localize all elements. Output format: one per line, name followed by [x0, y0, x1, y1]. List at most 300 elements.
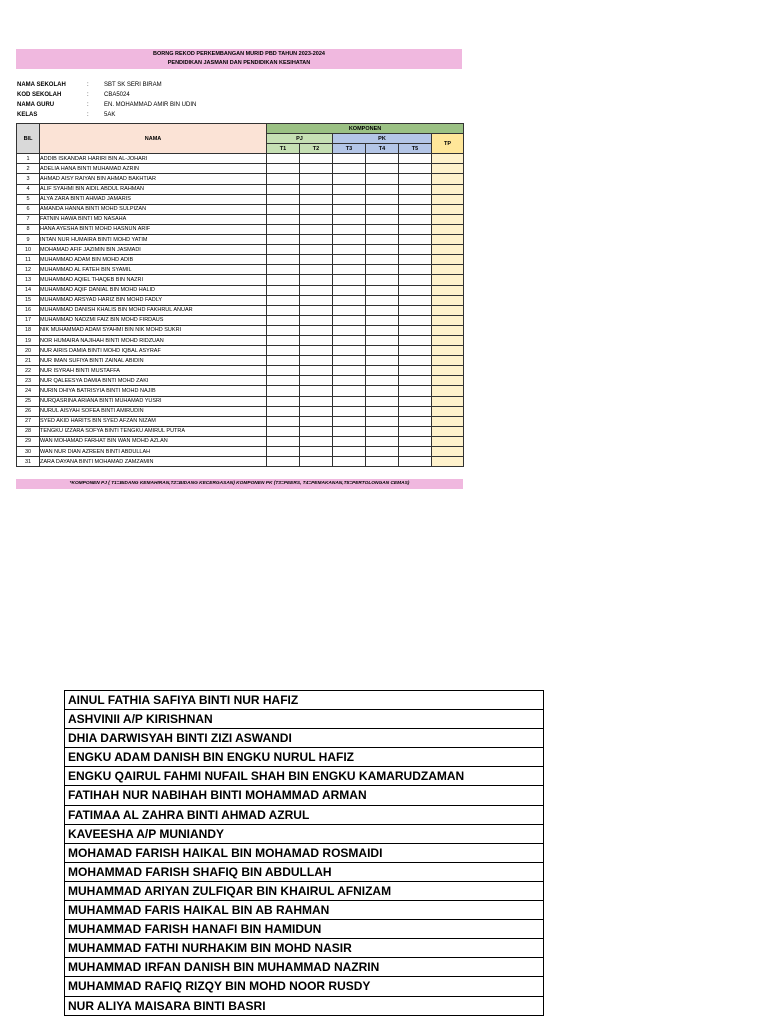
score-cell-tp[interactable] [432, 174, 464, 184]
score-cell-t3[interactable] [333, 295, 366, 305]
score-cell-tp[interactable] [432, 335, 464, 345]
table-row [17, 315, 464, 325]
score-cell-t5[interactable] [399, 315, 432, 325]
score-cell-t3[interactable] [333, 214, 366, 224]
table-row [17, 154, 464, 164]
student-name: MUHAMMAD AL FATEH BIN SYAMIL [40, 265, 267, 275]
score-cell-t4[interactable] [366, 366, 399, 376]
score-cell-t4[interactable] [366, 436, 399, 446]
table-row [17, 325, 464, 335]
score-cell-tp[interactable] [432, 194, 464, 204]
table-row [17, 265, 464, 275]
row-number: 27 [17, 416, 40, 426]
score-cell-t1[interactable] [267, 245, 300, 255]
row-number: 11 [17, 255, 40, 265]
score-cell-t5[interactable] [399, 245, 432, 255]
score-cell-t3[interactable] [333, 224, 366, 234]
title-line-2: PENDIDIKAN JASMANI DAN PENDIDIKAN KESIHATAN [167, 60, 311, 66]
score-cell-t1[interactable] [267, 214, 300, 224]
score-cell-tp[interactable] [432, 366, 464, 376]
list-item: ENGKU QAIRUL FAHMI NUFAIL SHAH BIN ENGKU KAMARUDZAMAN [65, 767, 543, 786]
score-cell-tp[interactable] [432, 154, 464, 164]
score-cell-t4[interactable] [366, 406, 399, 416]
score-cell-t4[interactable] [366, 315, 399, 325]
score-cell-t5[interactable] [399, 325, 432, 335]
student-name: NOR HUMAIRA NAJIHAH BINTI MOHD RIDZUAN [40, 335, 267, 345]
score-cell-t5[interactable] [399, 204, 432, 214]
score-cell-t5[interactable] [399, 275, 432, 285]
table-row [17, 235, 464, 245]
score-cell-t2[interactable] [300, 275, 333, 285]
score-cell-t1[interactable] [267, 315, 300, 325]
score-cell-t5[interactable] [399, 346, 432, 356]
score-cell-t5[interactable] [399, 386, 432, 396]
info-label: KELAS [17, 112, 38, 118]
score-cell-t3[interactable] [333, 315, 366, 325]
score-cell-t2[interactable] [300, 416, 333, 426]
info-label: NAMA SEKOLAH [17, 82, 66, 88]
score-cell-tp[interactable] [432, 436, 464, 446]
score-cell-t4[interactable] [366, 275, 399, 285]
score-cell-t4[interactable] [366, 416, 399, 426]
score-cell-t1[interactable] [267, 325, 300, 335]
score-cell-tp[interactable] [432, 376, 464, 386]
score-cell-t1[interactable] [267, 265, 300, 275]
score-cell-t5[interactable] [399, 406, 432, 416]
score-cell-t5[interactable] [399, 366, 432, 376]
score-cell-t2[interactable] [300, 245, 333, 255]
score-cell-t3[interactable] [333, 305, 366, 315]
title-line-1: BORNG REKOD PERKEMBANGAN MURID PBD TAHUN 2023-2024 [153, 51, 325, 57]
table-row [17, 416, 464, 426]
table-row [17, 295, 464, 305]
header-t4: T4 [366, 144, 399, 154]
score-cell-tp[interactable] [432, 214, 464, 224]
row-number: 10 [17, 245, 40, 255]
score-cell-t3[interactable] [333, 366, 366, 376]
score-cell-t5[interactable] [399, 194, 432, 204]
student-name: ALIF SYAHMI BIN AIDIL ABDUL RAHMAN [40, 184, 267, 194]
score-cell-t2[interactable] [300, 265, 333, 275]
score-cell-t5[interactable] [399, 356, 432, 366]
row-number: 15 [17, 295, 40, 305]
table-row [17, 275, 464, 285]
score-cell-t5[interactable] [399, 295, 432, 305]
score-cell-t2[interactable] [300, 305, 333, 315]
score-cell-t1[interactable] [267, 436, 300, 446]
score-cell-tp[interactable] [432, 457, 464, 467]
score-cell-t2[interactable] [300, 356, 333, 366]
student-name: AMANDA HANNA BINTI MOHD SULPIZAN [40, 204, 267, 214]
table-row [17, 174, 464, 184]
student-name-list [64, 690, 544, 1016]
student-name: MUHAMMAD ADAM BIN MOHD ADIB [40, 255, 267, 265]
score-cell-t1[interactable] [267, 154, 300, 164]
score-cell-t2[interactable] [300, 447, 333, 457]
header-pk: PK [333, 134, 432, 144]
document-title-banner [16, 49, 462, 69]
score-cell-t4[interactable] [366, 164, 399, 174]
student-name: ADELIA HANA BINTI MUHAMAD AZRIN [40, 164, 267, 174]
info-value: CBA5024 [104, 92, 130, 98]
student-name: NUR QALEESYA DAMIA BINTI MOHD ZAKI [40, 376, 267, 386]
row-number: 20 [17, 346, 40, 356]
score-cell-t3[interactable] [333, 335, 366, 345]
row-number: 14 [17, 285, 40, 295]
score-cell-t5[interactable] [399, 457, 432, 467]
score-cell-t3[interactable] [333, 275, 366, 285]
score-cell-t4[interactable] [366, 335, 399, 345]
score-cell-t5[interactable] [399, 305, 432, 315]
score-cell-t5[interactable] [399, 214, 432, 224]
score-cell-t5[interactable] [399, 426, 432, 436]
score-cell-t3[interactable] [333, 174, 366, 184]
score-cell-t2[interactable] [300, 224, 333, 234]
table-row [17, 356, 464, 366]
row-number: 3 [17, 174, 40, 184]
score-cell-t2[interactable] [300, 376, 333, 386]
score-cell-t3[interactable] [333, 265, 366, 275]
student-name: NUR IMAN SUFIYA BINTI ZAINAL ABIDIN [40, 356, 267, 366]
student-name: FATNIN HAWA BINTI MD NASAHA [40, 214, 267, 224]
score-cell-t1[interactable] [267, 416, 300, 426]
table-row [17, 164, 464, 174]
score-cell-t2[interactable] [300, 406, 333, 416]
student-name: NIK MUHAMMAD ADAM SYAHMI BIN NIK MOHD SUKRI [40, 325, 267, 335]
score-cell-t3[interactable] [333, 184, 366, 194]
score-cell-tp[interactable] [432, 235, 464, 245]
score-cell-t1[interactable] [267, 184, 300, 194]
score-cell-tp[interactable] [432, 325, 464, 335]
score-cell-t5[interactable] [399, 224, 432, 234]
score-cell-t5[interactable] [399, 164, 432, 174]
score-cell-t5[interactable] [399, 416, 432, 426]
score-cell-t4[interactable] [366, 235, 399, 245]
score-cell-t1[interactable] [267, 335, 300, 345]
row-number: 4 [17, 184, 40, 194]
score-cell-t2[interactable] [300, 235, 333, 245]
list-item: ASHVINII A/P KIRISHNAN [65, 710, 543, 729]
score-cell-t3[interactable] [333, 194, 366, 204]
score-cell-tp[interactable] [432, 426, 464, 436]
score-cell-t2[interactable] [300, 194, 333, 204]
score-cell-t3[interactable] [333, 346, 366, 356]
score-cell-t2[interactable] [300, 204, 333, 214]
row-number: 2 [17, 164, 40, 174]
score-cell-t3[interactable] [333, 325, 366, 335]
score-cell-t4[interactable] [366, 305, 399, 315]
score-cell-t5[interactable] [399, 154, 432, 164]
score-cell-tp[interactable] [432, 164, 464, 174]
score-cell-t3[interactable] [333, 285, 366, 295]
score-cell-t2[interactable] [300, 325, 333, 335]
score-cell-tp[interactable] [432, 346, 464, 356]
score-cell-t5[interactable] [399, 376, 432, 386]
info-row [17, 100, 196, 110]
header-pj: PJ [267, 134, 333, 144]
score-cell-tp[interactable] [432, 245, 464, 255]
score-cell-t3[interactable] [333, 154, 366, 164]
score-cell-t5[interactable] [399, 174, 432, 184]
score-cell-t1[interactable] [267, 275, 300, 285]
record-table [16, 123, 464, 467]
student-name: WAN NUR DIAN AZREEN BINTI ABDULLAH [40, 447, 267, 457]
table-row [17, 214, 464, 224]
list-item: FATIMAA AL ZAHRA BINTI AHMAD AZRUL [65, 806, 543, 825]
score-cell-t1[interactable] [267, 235, 300, 245]
table-row [17, 245, 464, 255]
score-cell-t1[interactable] [267, 457, 300, 467]
list-item: MOHAMMAD FARISH SHAFIQ BIN ABDULLAH [65, 863, 543, 882]
table-row [17, 305, 464, 315]
table-row [17, 376, 464, 386]
score-cell-tp[interactable] [432, 406, 464, 416]
info-value: SBT SK SERI BIRAM [104, 82, 162, 88]
score-cell-t4[interactable] [366, 265, 399, 275]
row-number: 1 [17, 154, 40, 164]
score-cell-tp[interactable] [432, 315, 464, 325]
score-cell-t1[interactable] [267, 204, 300, 214]
score-cell-t5[interactable] [399, 447, 432, 457]
score-cell-t1[interactable] [267, 255, 300, 265]
score-cell-t2[interactable] [300, 396, 333, 406]
row-number: 30 [17, 447, 40, 457]
score-cell-t3[interactable] [333, 235, 366, 245]
score-cell-t4[interactable] [366, 224, 399, 234]
score-cell-t2[interactable] [300, 436, 333, 446]
score-cell-tp[interactable] [432, 224, 464, 234]
row-number: 31 [17, 457, 40, 467]
score-cell-t4[interactable] [366, 255, 399, 265]
score-cell-t2[interactable] [300, 386, 333, 396]
score-cell-t3[interactable] [333, 204, 366, 214]
table-row [17, 406, 464, 416]
student-name: MUHAMMAD NADZMI FAIZ BIN MOHD FIRDAUS [40, 315, 267, 325]
score-cell-t4[interactable] [366, 174, 399, 184]
score-cell-tp[interactable] [432, 356, 464, 366]
table-row [17, 224, 464, 234]
table-row [17, 366, 464, 376]
score-cell-t3[interactable] [333, 436, 366, 446]
score-cell-t4[interactable] [366, 386, 399, 396]
score-cell-t2[interactable] [300, 295, 333, 305]
score-cell-t3[interactable] [333, 447, 366, 457]
info-label: NAMA GURU [17, 102, 55, 108]
school-info [17, 80, 196, 120]
table-row [17, 457, 464, 467]
score-cell-t4[interactable] [366, 184, 399, 194]
row-number: 28 [17, 426, 40, 436]
score-cell-t3[interactable] [333, 356, 366, 366]
row-number: 16 [17, 305, 40, 315]
score-cell-t1[interactable] [267, 295, 300, 305]
score-cell-t1[interactable] [267, 174, 300, 184]
info-row [17, 80, 196, 90]
score-cell-t5[interactable] [399, 265, 432, 275]
score-cell-tp[interactable] [432, 265, 464, 275]
score-cell-t1[interactable] [267, 386, 300, 396]
score-cell-tp[interactable] [432, 447, 464, 457]
score-cell-t2[interactable] [300, 154, 333, 164]
student-name: INTAN NUR HUMAIRA BINTI MOHD YATIM [40, 235, 267, 245]
score-cell-t1[interactable] [267, 305, 300, 315]
score-cell-t2[interactable] [300, 174, 333, 184]
score-cell-tp[interactable] [432, 184, 464, 194]
student-name: ZARA DAYANA BINTI MOHAMAD ZAMZAMIN [40, 457, 267, 467]
info-colon: : [87, 92, 89, 98]
score-cell-t3[interactable] [333, 255, 366, 265]
list-item: NUR ALIYA MAISARA BINTI BASRI [65, 997, 543, 1016]
row-number: 7 [17, 214, 40, 224]
score-cell-t5[interactable] [399, 285, 432, 295]
score-cell-t1[interactable] [267, 346, 300, 356]
score-cell-t3[interactable] [333, 457, 366, 467]
score-cell-t4[interactable] [366, 346, 399, 356]
score-cell-t5[interactable] [399, 235, 432, 245]
list-item: MUHAMMAD ARIYAN ZULFIQAR BIN KHAIRUL AFNIZAM [65, 882, 543, 901]
table-row [17, 346, 464, 356]
score-cell-t4[interactable] [366, 295, 399, 305]
score-cell-t5[interactable] [399, 396, 432, 406]
score-cell-t1[interactable] [267, 194, 300, 204]
score-cell-t1[interactable] [267, 285, 300, 295]
score-cell-tp[interactable] [432, 285, 464, 295]
score-cell-tp[interactable] [432, 416, 464, 426]
score-cell-t4[interactable] [366, 214, 399, 224]
row-number: 8 [17, 224, 40, 234]
student-name: MUHAMMAD AQIF DANIAL BIN MOHD HALID [40, 285, 267, 295]
info-row [17, 110, 196, 120]
info-value: EN. MOHAMMAD AMIR BIN UDIN [104, 102, 197, 108]
student-name: MOHAMAD AFIF JAZIMIN BIN JASMADI [40, 245, 267, 255]
score-cell-t3[interactable] [333, 406, 366, 416]
score-cell-t1[interactable] [267, 164, 300, 174]
list-item: DHIA DARWISYAH BINTI ZIZI ASWANDI [65, 729, 543, 748]
student-name: HANA AYESHA BINTI MOHD HASNUN ARIF [40, 224, 267, 234]
score-cell-t2[interactable] [300, 285, 333, 295]
score-cell-t1[interactable] [267, 426, 300, 436]
score-cell-tp[interactable] [432, 204, 464, 214]
score-cell-t1[interactable] [267, 376, 300, 386]
score-cell-t5[interactable] [399, 335, 432, 345]
score-cell-t4[interactable] [366, 285, 399, 295]
student-name: SYED AKID HARITS BIN SYED AFZAN NIZAM [40, 416, 267, 426]
score-cell-t4[interactable] [366, 447, 399, 457]
table-row [17, 194, 464, 204]
score-cell-t4[interactable] [366, 245, 399, 255]
student-name: NUR AIRIS DAMIA BINTI MOHD IQBAL ASYRAF [40, 346, 267, 356]
score-cell-t3[interactable] [333, 416, 366, 426]
score-cell-t3[interactable] [333, 396, 366, 406]
row-number: 22 [17, 366, 40, 376]
list-item: ENGKU ADAM DANISH BIN ENGKU NURUL HAFIZ [65, 748, 543, 767]
score-cell-t5[interactable] [399, 255, 432, 265]
score-cell-t4[interactable] [366, 194, 399, 204]
header-nama: NAMA [40, 124, 267, 154]
row-number: 13 [17, 275, 40, 285]
list-item: MUHAMMAD FARISH HANAFI BIN HAMIDUN [65, 920, 543, 939]
score-cell-t3[interactable] [333, 426, 366, 436]
row-number: 23 [17, 376, 40, 386]
score-cell-t2[interactable] [300, 457, 333, 467]
score-cell-t3[interactable] [333, 245, 366, 255]
row-number: 5 [17, 194, 40, 204]
score-cell-t4[interactable] [366, 325, 399, 335]
footnote: *KOMPONEN PJ ( T1=BIDANG KEMAHIRAN,T2=BIDANG KECERGASAN) KOMPONEN PK (T3=PEERS, T4=PEMAKANAN,T5=PERTOLONGAN CEMAS) [16, 479, 463, 489]
score-cell-t2[interactable] [300, 346, 333, 356]
score-cell-t1[interactable] [267, 447, 300, 457]
table-row [17, 285, 464, 295]
score-cell-t1[interactable] [267, 366, 300, 376]
score-cell-t4[interactable] [366, 204, 399, 214]
score-cell-t2[interactable] [300, 164, 333, 174]
list-item: MUHAMMAD RAFIQ RIZQY BIN MOHD NOOR RUSDY [65, 977, 543, 996]
list-item: AINUL FATHIA SAFIYA BINTI NUR HAFIZ [65, 691, 543, 710]
student-name: AHMAD AISY RAIYAN BIN AHMAD BAKHTIAR [40, 174, 267, 184]
row-number: 12 [17, 265, 40, 275]
score-cell-t2[interactable] [300, 214, 333, 224]
header-t3: T3 [333, 144, 366, 154]
student-name: TENGKU IZZARA SOFYA BINTI TENGKU AMIRUL PUTRA [40, 426, 267, 436]
student-name: NURUL AISYAH SOFEA BINTI AMIRUDIN [40, 406, 267, 416]
score-cell-t1[interactable] [267, 396, 300, 406]
score-cell-t4[interactable] [366, 396, 399, 406]
score-cell-tp[interactable] [432, 305, 464, 315]
score-cell-t3[interactable] [333, 376, 366, 386]
info-colon: : [87, 112, 89, 118]
header-komponen: KOMPONEN [267, 124, 464, 134]
score-cell-tp[interactable] [432, 396, 464, 406]
row-number: 6 [17, 204, 40, 214]
score-cell-t2[interactable] [300, 366, 333, 376]
score-cell-t2[interactable] [300, 335, 333, 345]
student-name: MUHAMMAD AQIEL THAQEB BIN NAZRI [40, 275, 267, 285]
table-row [17, 396, 464, 406]
score-cell-t2[interactable] [300, 426, 333, 436]
score-cell-t4[interactable] [366, 154, 399, 164]
row-number: 26 [17, 406, 40, 416]
score-cell-tp[interactable] [432, 255, 464, 265]
table-row [17, 386, 464, 396]
score-cell-t4[interactable] [366, 426, 399, 436]
table-row [17, 436, 464, 446]
score-cell-t3[interactable] [333, 164, 366, 174]
score-cell-tp[interactable] [432, 386, 464, 396]
header-t1: T1 [267, 144, 300, 154]
student-name: ADDIB ISKANDAR HARIRI BIN AL-JOHARI [40, 154, 267, 164]
score-cell-t3[interactable] [333, 386, 366, 396]
score-cell-tp[interactable] [432, 275, 464, 285]
header-bil: BIL [17, 124, 40, 154]
score-cell-t5[interactable] [399, 436, 432, 446]
score-cell-t4[interactable] [366, 376, 399, 386]
score-cell-t2[interactable] [300, 184, 333, 194]
score-cell-t4[interactable] [366, 457, 399, 467]
list-item: MUHAMMAD FATHI NURHAKIM BIN MOHD NASIR [65, 939, 543, 958]
score-cell-t1[interactable] [267, 406, 300, 416]
score-cell-t2[interactable] [300, 255, 333, 265]
score-cell-t4[interactable] [366, 356, 399, 366]
score-cell-t5[interactable] [399, 184, 432, 194]
score-cell-tp[interactable] [432, 295, 464, 305]
row-number: 9 [17, 235, 40, 245]
score-cell-t1[interactable] [267, 224, 300, 234]
score-cell-t1[interactable] [267, 356, 300, 366]
list-item: KAVEESHA A/P MUNIANDY [65, 825, 543, 844]
score-cell-t2[interactable] [300, 315, 333, 325]
info-value: 5AK [104, 112, 116, 118]
row-number: 17 [17, 315, 40, 325]
